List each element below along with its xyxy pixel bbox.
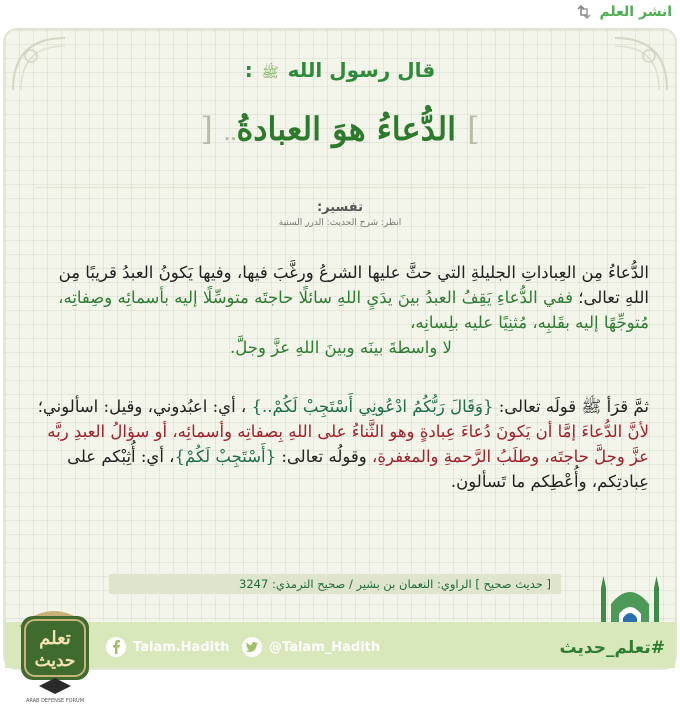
logo-word-2: حديث [34,651,76,671]
paragraph2-sentence-2: ، أي: اعبُدوني، وقيل: اسألوني؛ [37,397,252,416]
honorific-text: ﷺ [261,65,279,81]
retweet-icon[interactable] [575,4,593,20]
hashtag[interactable]: #تعلم_حديث [559,638,665,658]
bracket-close: ] [467,110,480,148]
paragraph2-sentence-1: ثمَّ قرَأ ﷺ قولَه تعالى: [493,397,649,416]
explanation-paragraph-2 [33,394,649,494]
paragraph2-sentence-4: وقولُه تعالى: [276,447,373,466]
quran-verse: {وَقَالَ رَبُّكُمُ ادْعُونِي أَسْتَجِبْ لَكُمْ..} [251,397,494,416]
hadith-title-text: الدُّعاءُ هوَ العبادةُ [236,110,457,148]
logo-org: ARAB DEFENSE FORUM [25,698,85,704]
quran-verse-2: {أَسْتَجِبْ لَكُمْ} [174,447,277,466]
sayer-text: قال رسول الله [287,58,436,82]
title-dots: .. [223,124,237,145]
logo-word-1: تعلم [39,628,71,649]
share-label[interactable]: انشر العلم [599,4,672,20]
paragraph2-sentence-5: ، أي: أُثِبْكم على عِبادتِكم، وأُعْطِكم ما تَسألون. [67,447,649,491]
explanation-paragraph-1 [33,260,649,360]
paragraph1-sentence-1: الدُّعاءُ مِن العِباداتِ الجليلةِ التي حثَّ عليها الشرعُ ورغَّبَ فيها، وفيها يَكونُ العبدُ قريبًا مِن اللهِ تعالى؛ [58,263,649,307]
bracket-open: [ [200,110,213,148]
share-knowledge-row[interactable] [575,4,672,20]
tafsir-source: انظر: شرح الحديث: الدرر السنية [278,218,402,228]
footer-bar [5,622,675,668]
hadith-citation: [ حديث صحيح ] الراوي: النعمان بن بشير / صحيح الترمذي: 3247 [109,574,561,594]
twitter-handle[interactable]: @Talam_Hadith [269,639,381,655]
hadith-attribution [5,58,675,84]
facebook-link[interactable] [105,636,230,658]
paragraph1-sentence-2: ففي الدُّعاءِ يَقِفُ العبدُ بينَ يدَيِ اللهِ سائلًا حاجتَه متوسِّلًا إليه بأسمائِه وصِفاتِه، مُتوجِّهًا إليه بقَلبِه، مُثنِيًا عليه بلِسانِه، [58,288,649,332]
sayer-suffix: : [244,58,253,82]
paragraph1-sentence-3: لا واسطةَ بينَه وبينَ اللهِ عزَّ وجلَّ. [230,338,452,357]
divider [35,187,647,188]
hadith-card [3,28,677,704]
twitter-link[interactable] [241,636,380,658]
twitter-icon [241,636,263,658]
hadith-title [5,110,675,148]
facebook-icon [105,636,127,658]
tafsir-heading: تفسير: [316,200,364,215]
paragraph2-sentence-3: لأنَّ الدُّعاءَ إمَّا أن يَكونَ دُعاءَ عِبادةٍ وهو الثَّناءُ على اللهِ بِصفاتِه وأسمائِه، أو سؤالُ العبدِ ربَّه عزَّ وجلَّ حاجتَه، وطلَبُ الرَّحمةِ والمغفرةِ، [47,422,649,466]
facebook-handle[interactable]: Talam.Hadith [133,639,230,655]
talam-hadith-logo [9,586,99,706]
